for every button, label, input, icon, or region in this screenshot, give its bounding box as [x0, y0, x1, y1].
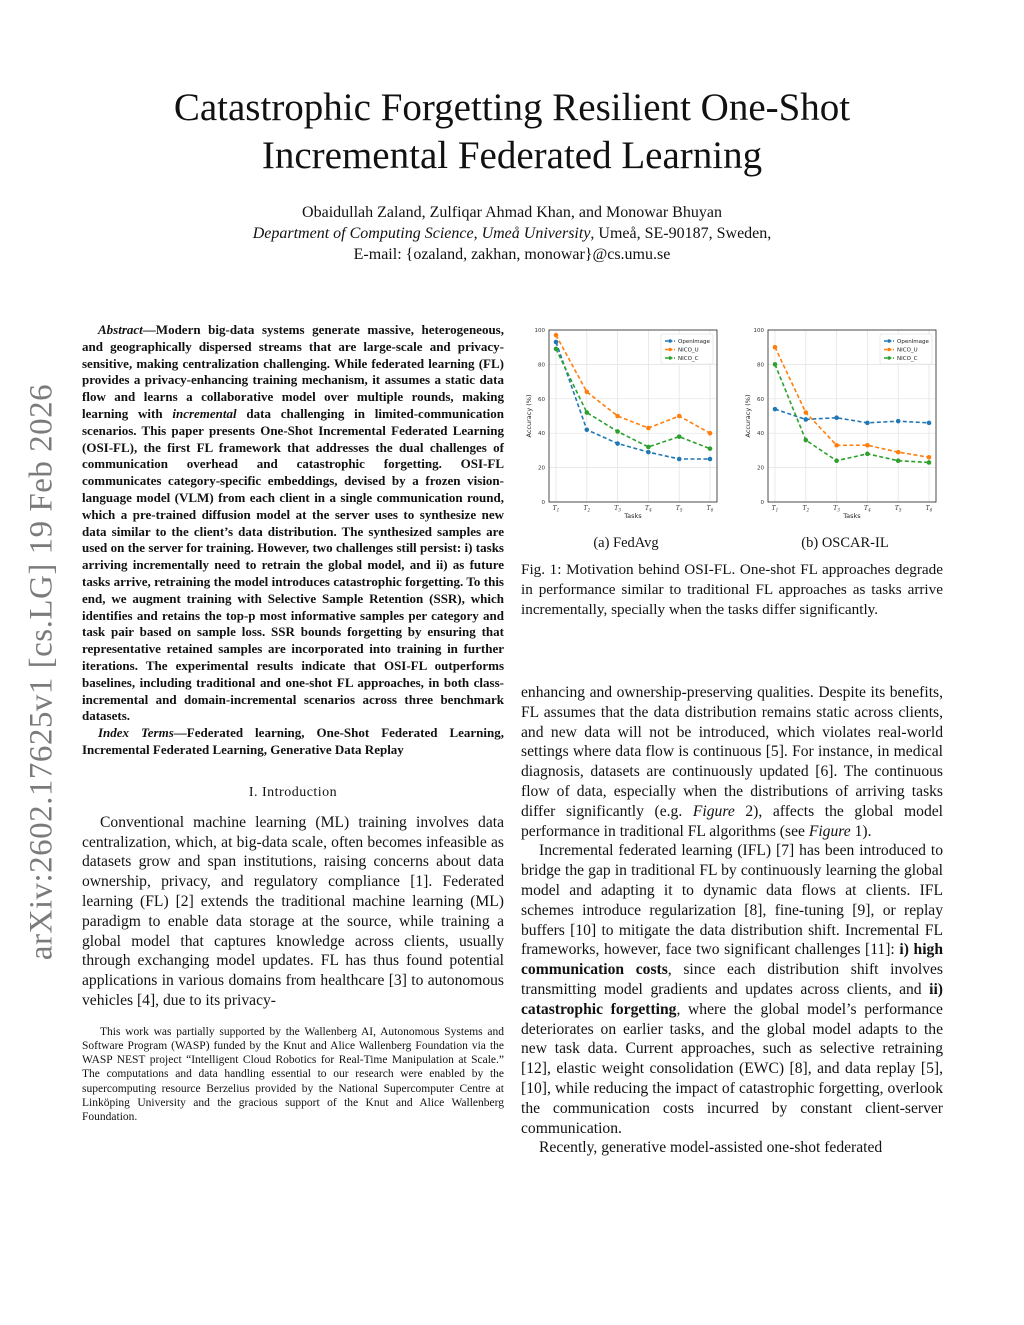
abstract-text-1: —Modern big-data systems generate massive, heterogeneous, and geographically dispersed streams that are large-scale and privacy-sensitive, making centralization challenging. While federated learning (FL) provides a privacy-enhancing training mechanism, it assumes a static data flow and learns a collaborative model over multiple rounds, making learning with [82, 322, 504, 421]
legend-label: NICO_C [678, 356, 699, 362]
data-point-nico_c [585, 410, 590, 415]
chart-fedavg [521, 322, 731, 530]
x-tick-label: $T_5$ [894, 505, 902, 513]
data-point-nico_u [585, 390, 590, 395]
legend-label: OpenImage [678, 339, 710, 345]
data-point-openimage [773, 407, 778, 412]
data-point-openimage [646, 450, 651, 455]
right-column [521, 683, 943, 1158]
data-point-nico_u [708, 431, 713, 436]
data-point-nico_u [896, 450, 901, 455]
data-point-nico_u [834, 443, 839, 448]
data-point-nico_u [804, 410, 809, 415]
data-point-nico_c [927, 460, 932, 465]
right-paragraph-3: Recently, generative model-assisted one-shot federated [539, 1139, 883, 1157]
legend-label: NICO_U [897, 347, 918, 354]
right-p1-text-b: 2), affects the global model performance in traditional FL algorithms (see [521, 802, 943, 840]
right-p2-text-a: Incremental federated learning (IFL) [7] has been introduced to bridge the gap in traditional FL by continuously learning the global model and adapting it to dynamic data flows at clients. IFL schemes introduce regularization [8], fine-tuning [9], or replay buffers [10] to mitigate the data distribution shift. Incremental FL frameworks, however, face two significant challenges [11]: [521, 842, 943, 959]
paper-title [0, 84, 1024, 180]
author-block [0, 202, 1024, 265]
data-point-nico_c [646, 445, 651, 450]
data-point-nico_u [677, 414, 682, 419]
y-tick-label: 0 [541, 500, 545, 506]
y-tick-label: 60 [757, 396, 764, 403]
affiliation-rest: , Umeå, SE-90187, Sweden, [590, 225, 772, 242]
section-heading-introduction: I. Introduction [248, 784, 338, 800]
y-axis-label: Accuracy (%) [744, 394, 752, 438]
arxiv-identifier [14, 372, 70, 972]
x-tick-label: $T_1$ [552, 505, 560, 513]
series-line-nico_c [775, 364, 929, 462]
right-p1-text-a: enhancing and ownership-preserving qualities. Despite its benefits, FL assumes that the data distribution remains static across clients, and new data will not be introduced, which violates real-world settings where data flow is continuous [5]. For instance, in medical diagnosis, datasets are continuously updated [6]. The continuous flow of data, especially when the distributions of arriving tasks differ significantly (e.g. [521, 684, 943, 820]
right-p2-text-c: , where the global model’s performance deteriorates on earlier tasks, and the global model adapts to the new task data. Current approaches, such as selective retraining [12], elastic weight consolidation (EWC) [8], and data replay [5], [10], while reducing the impact of catastrophic forgetting, overlook the communication costs incurred by constant client-server communication. [521, 1000, 943, 1137]
x-tick-label: $T_2$ [802, 505, 810, 513]
affiliation-dept: Department of Computing Science [252, 225, 474, 242]
data-point-openimage [834, 415, 839, 420]
abstract-text-2: data challenging in limited-communication scenarios. This paper presents One-Shot Incremental Federated Learning (OSI-FL), the first FL framework that addresses the dual challenges of communication overhead and catastrophic forgetting. OSI-FL communicates category-specific embeddings, devised by a frozen vision-language model (VLM) from each client in a single communication round, which a pre-trained diffusion model at the server uses to synthesize new data similar to the client’s data distribution. The synthesized samples are used on the server for training. However, two challenges still persist: i) tasks arriving incrementally need to retrain the global model, and ii) as future tasks arrive, retraining the model introduces catastrophic forgetting. To this end, we augment training with Selective Sample Retention (SSR), which identifies and retains the top-p most informative samples per category and task pair based on sample loss. SSR bounds forgetting by ensuring that representative retained samples are incorporated into training in further iterations. The experimental results indicate that OSI-FL outperforms baselines, including traditional and one-shot FL approaches, in both class-incremental and domain-incremental scenarios across three benchmark datasets. [82, 405, 504, 724]
y-tick-label: 80 [757, 362, 764, 369]
data-point-openimage [677, 457, 682, 462]
author-names: Obaidullah Zaland, Zulfiqar Ahmad Khan, and Monowar Bhuyan [302, 204, 722, 221]
x-tick-label: $T_4$ [645, 505, 652, 513]
author-email: E-mail: {ozaland, zakhan, monowar}@cs.umu.se [353, 246, 671, 263]
y-tick-label: 100 [534, 328, 545, 334]
right-p2-text-b: , since each distribution shift involves transmitting model gradients and updates across clients, and [521, 961, 943, 998]
data-point-nico_u [615, 414, 620, 419]
footnote: This work was partially supported by the Wallenberg AI, Autonomous Systems and Software Program (WASP) funded by the Knut and Alice Wallenberg Foundation via the WASP NEST project “Intelligent Cloud Robotics for Real-Time Manipulation at Scale.” The computations and data handling essential to our research were enabled by the supercomputing resource Berzelius provided by the National Supercomputer Centre at Linköping University and the gracious support of the Knut and Alice Wallenberg Foundation. [82, 1025, 504, 1123]
abstract-italic-word: incremental [172, 405, 237, 421]
subcaption-fedavg: (a) FedAvg [593, 535, 659, 551]
x-tick-label: $T_2$ [583, 505, 591, 513]
legend-label: OpenImage [897, 339, 929, 345]
x-axis-label: Tasks [843, 512, 861, 520]
legend-marker [887, 348, 891, 352]
data-point-openimage [708, 457, 713, 462]
figure-1 [521, 322, 951, 552]
intro-paragraph: Conventional machine learning (ML) training involves data centralization, which, at big-data scale, often becomes infeasible as datasets grow and span institutions, raising concerns about data ownership, privacy, and regulatory compliance [1]. Federated learning (FL) [2] extends the traditional machine learning (ML) paradigm to enable data storage at the source, while training a global model that captures knowledge across clients, usually through exchanging model updates. FL has thus found potential applications in various domains from healthcare [3] to autonomous vehicles [4], due to its privacy- [82, 813, 504, 1009]
data-point-nico_c [615, 429, 620, 434]
chart-oscar-il [740, 322, 950, 530]
abstract [82, 322, 504, 725]
data-point-nico_u [773, 345, 778, 350]
right-p2-bold-1: i) high communication costs [521, 941, 943, 979]
legend-marker [887, 356, 891, 360]
data-point-openimage [804, 417, 809, 422]
index-terms-label: Index Terms [98, 725, 174, 741]
figure-caption: Fig. 1: Motivation behind OSI-FL. One-shot FL approaches degrade in performance similar to traditional FL approaches as tasks arrive incrementally, specially when the tasks differ significantly. [521, 561, 943, 618]
subfigure-fedavg [521, 322, 731, 552]
x-tick-label: $T_5$ [675, 505, 683, 513]
data-point-nico_u [646, 426, 651, 431]
legend-marker [668, 356, 672, 360]
abstract-label: Abstract [98, 322, 143, 337]
data-point-openimage [615, 441, 620, 446]
arxiv-id-text: arXiv:2602.17625v1 [cs.LG] 19 Feb 2026 [23, 383, 60, 961]
data-point-nico_c [773, 362, 778, 367]
data-point-openimage [554, 340, 559, 345]
y-tick-label: 20 [538, 465, 545, 472]
right-p1-figure-ref-1: Figure [692, 802, 735, 820]
x-tick-label: $T_1$ [771, 505, 779, 513]
y-tick-label: 20 [757, 465, 764, 472]
x-tick-label: $T_4$ [864, 505, 871, 513]
right-p1-text-c: 1). [850, 822, 872, 840]
index-terms-text: —Federated learning, One-Shot Federated Learning, Incremental Federated Learning, Generative Data Replay [82, 725, 505, 757]
x-tick-label: $T_3$ [833, 505, 840, 513]
y-tick-label: 0 [760, 500, 764, 506]
subfigure-oscar-il [740, 322, 950, 552]
y-tick-label: 40 [538, 431, 545, 438]
data-point-nico_c [896, 458, 901, 463]
legend-marker [668, 339, 672, 343]
affiliation: Department of Computing Science, Umeå University, Umeå, SE-90187, Sweden, [252, 225, 772, 242]
right-p2-bold-2: ii) catastrophic forgetting [521, 980, 943, 1018]
data-point-openimage [585, 427, 590, 432]
affiliation-univ: Umeå University [481, 225, 591, 242]
data-point-nico_c [708, 446, 713, 451]
legend-marker [887, 339, 891, 343]
right-paragraph-2 [521, 841, 943, 1138]
y-tick-label: 60 [538, 396, 545, 403]
data-point-nico_c [804, 438, 809, 443]
data-point-openimage [927, 421, 932, 426]
y-tick-label: 80 [538, 362, 545, 369]
data-point-nico_c [677, 434, 682, 439]
data-point-nico_u [865, 443, 870, 448]
x-tick-label: $T_6$ [706, 505, 714, 513]
data-point-nico_c [834, 458, 839, 463]
y-axis-label: Accuracy (%) [525, 394, 533, 438]
data-point-nico_u [554, 333, 559, 338]
index-terms [82, 725, 504, 759]
right-p1-figure-ref-2: Figure [808, 822, 851, 840]
data-point-openimage [896, 419, 901, 424]
legend-label: NICO_C [897, 356, 918, 362]
y-tick-label: 100 [753, 328, 764, 334]
title-line-1: Catastrophic Forgetting Resilient One-Shot [173, 86, 851, 129]
data-point-openimage [865, 421, 870, 426]
data-point-nico_c [865, 452, 870, 457]
subcaption-oscar-il: (b) OSCAR-IL [801, 535, 889, 551]
right-paragraph-1 [521, 683, 943, 841]
x-tick-label: $T_6$ [925, 505, 933, 513]
data-point-nico_u [927, 455, 932, 460]
x-tick-label: $T_3$ [614, 505, 621, 513]
left-column [82, 322, 504, 1124]
y-tick-label: 40 [757, 431, 764, 438]
legend-label: NICO_U [678, 347, 699, 354]
data-point-nico_c [554, 347, 559, 352]
title-line-2: Incremental Federated Learning [261, 134, 763, 177]
x-axis-label: Tasks [624, 512, 642, 520]
legend-marker [668, 348, 672, 352]
